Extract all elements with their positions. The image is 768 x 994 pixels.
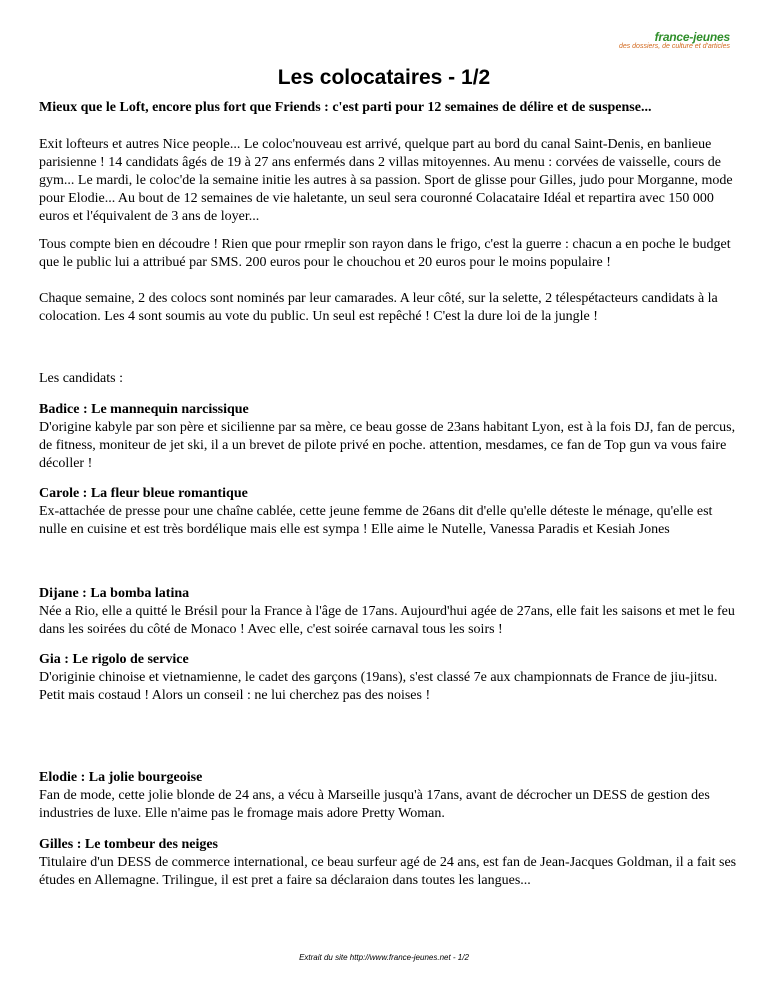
candidate-description: Née a Rio, elle a quitté le Brésil pour la France à l'âge de 17ans. Aujourd'hui agée de 27ans, elle fait les saisons et met le feu dans les soirées du côté de Monaco ! Avec elle, c'est soirée carnaval tous les soirs ! [39, 604, 735, 637]
candidate-description: Fan de mode, cette jolie blonde de 24 ans, a vécu à Marseille jusqu'à 17ans, avant de décrocher un DESS de gestion des industries de luxe. Elle n'aime pas le fromage mais adore Pretty Woman. [39, 788, 710, 821]
page-subtitle: Mieux que le Loft, encore plus fort que Friends : c'est parti pour 12 semaines de délire et de suspense... [39, 100, 652, 115]
candidate-entry [39, 401, 739, 473]
nomination-paragraph: Chaque semaine, 2 des colocs sont nominés par leur camarades. A leur côté, sur la selette, 2 télespétacteurs candidats à la colocation. Les 4 sont soumis au vote du public. Un seul est repêché ! C'est la dure loi de la jungle ! [39, 291, 718, 324]
candidate-description: D'origine kabyle par son père et sicilienne par sa mère, ce beau gosse de 23ans habitant Lyon, est à la fois DJ, fan de percus, de fitness, moniteur de jet ski, il a un brevet de pilote privé en poche. attention, mesdames, ce fan de Top gun va vous faire décoller ! [39, 420, 736, 471]
candidate-name: Gia : Le rigolo de service [39, 652, 189, 667]
candidate-name: Carole : La fleur bleue romantique [39, 486, 248, 501]
candidate-name: Elodie : La jolie bourgeoise [39, 770, 203, 785]
candidate-name: Badice : Le mannequin narcissique [39, 402, 249, 417]
candidate-name: Gilles : Le tombeur des neiges [39, 837, 219, 852]
site-logo [580, 30, 730, 54]
logo-tagline: des dossiers, de culture et d'articles [618, 43, 730, 50]
candidate-entry [39, 836, 739, 890]
candidate-description: D'originie chinoise et vietnamienne, le cadet des garçons (19ans), s'est classé 7e aux championnats de France de jiu-jitsu. Petit mais costaud ! Alors un conseil : ne lui cherchez pas des noises ! [39, 670, 718, 703]
candidate-entry [39, 651, 739, 705]
logo-name: france-jeunes [654, 30, 730, 44]
candidate-description: Ex-attachée de presse pour une chaîne cablée, cette jeune femme de 26ans dit d'elle qu'elle déteste le ménage, qu'elle est nulle en cuisine et est très bordélique mais elle est sympa ! Elle aime le Nutelle, Vanessa Paradis et Kesiah Jones [39, 504, 713, 537]
candidates-heading: Les candidats : [39, 371, 123, 386]
budget-paragraph: Tous compte bien en découdre ! Rien que pour rmeplir son rayon dans le frigo, c'est la guerre : chacun a en poche le budget que le public lui a attribué par SMS. 200 euros pour le chouchou et 20 euros pour le moins populaire ! [39, 237, 731, 270]
candidate-name: Dijane : La bomba latina [39, 586, 190, 601]
page-footer: Extrait du site http://www.france-jeunes.net - 1/2 [299, 953, 469, 962]
page-title: Les colocataires - 1/2 [277, 66, 491, 89]
candidate-entry [39, 769, 739, 823]
candidate-entry [39, 485, 739, 539]
candidate-entry [39, 585, 739, 639]
candidate-description: Titulaire d'un DESS de commerce international, ce beau surfeur agé de 24 ans, est fan de Jean-Jacques Goldman, il a fait ses études en Allemagne. Trilingue, il est pret a faire sa déclaraion dans toutes les langues... [39, 855, 737, 888]
intro-paragraph: Exit lofteurs et autres Nice people... Le coloc'nouveau est arrivé, quelque part au bord du canal Saint-Denis, en banlieue parisienne ! 14 candidats âgés de 19 à 27 ans enfermés dans 2 villas mitoyennes. Au menu : corvées de vaisselle, cours de gym... Le mardi, le coloc'de la semaine initie les autres à sa passion. Sport de glisse pour Gilles, judo pour Morganne, mode pour Elodie... Au bout de 12 semaines de vie haletante, un seul sera couronné Colacataire Idéal et repartira avec 150 000 euros et l'équivalent de 3 ans de loyer... [39, 137, 733, 224]
